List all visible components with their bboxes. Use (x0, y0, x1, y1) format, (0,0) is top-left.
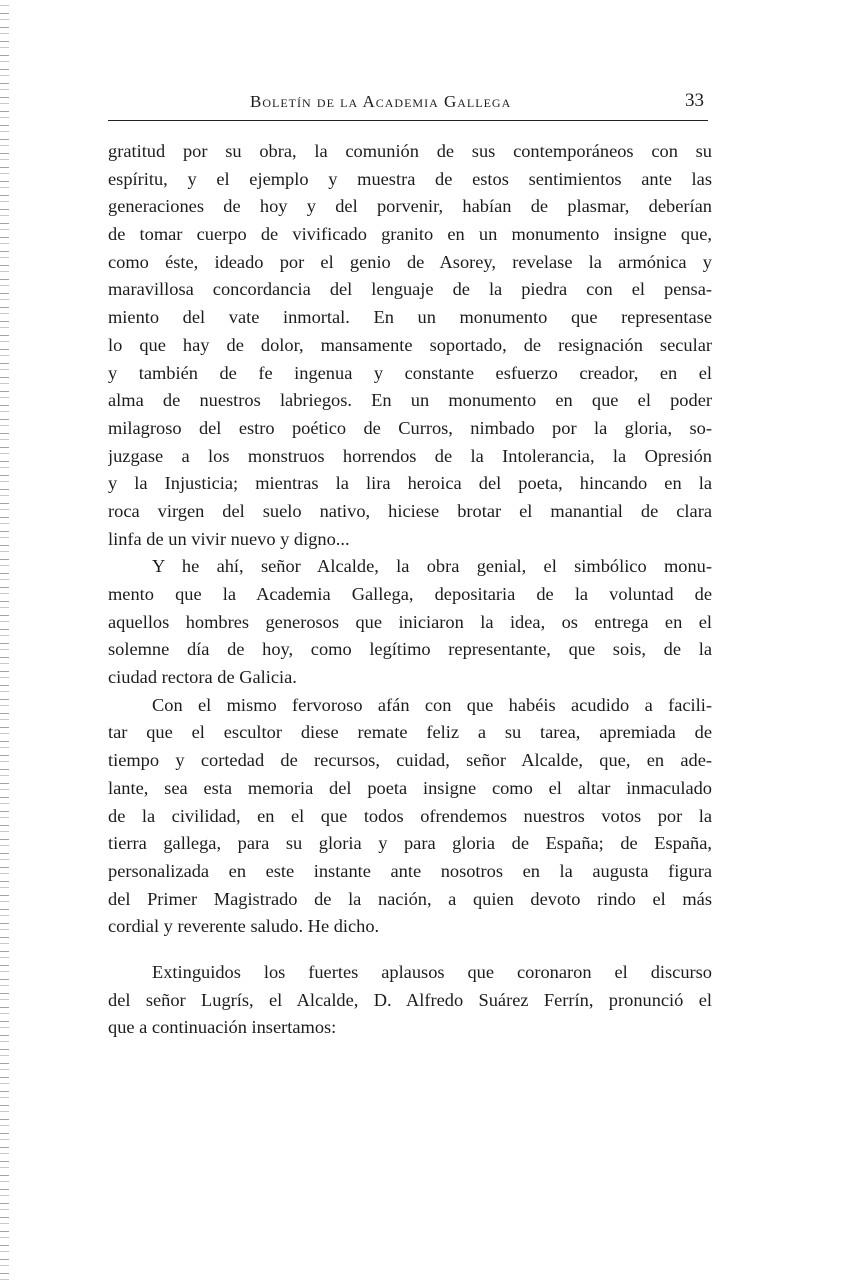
text-line: milagroso del estro poético de Curros, nimbado por la gloria, so- (108, 417, 712, 438)
text-line: como éste, ideado por el genio de Asorey, revelase la armónica y (108, 251, 712, 272)
text-line: maravillosa concordancia del lenguaje de la piedra con el pensa- (108, 279, 712, 300)
text-line: del señor Lugrís, el Alcalde, D. Alfredo Suárez Ferrín, pronunció el (108, 989, 712, 1010)
running-title: Boletín de la Academia Gallega (250, 92, 512, 111)
page-header (108, 86, 708, 121)
text-line: Con el mismo fervoroso afán con que habéis acudido a facili- (152, 694, 712, 715)
text-line: personalizada en este instante ante nosotros en la augusta figura (108, 860, 712, 881)
text-line: del Primer Magistrado de la nación, a quien devoto rindo el más (108, 888, 712, 909)
text-line: linfa de un vivir nuevo y digno... (108, 528, 350, 549)
text-line: tiempo y cortedad de recursos, cuidad, señor Alcalde, que, en ade- (108, 750, 712, 771)
text-line: alma de nuestros labriegos. En un monumento en que el poder (108, 390, 712, 411)
paragraph-spacer (108, 941, 712, 959)
text-line: Extinguidos los fuertes aplausos que coronaron el discurso (152, 961, 712, 982)
text-line: tierra gallega, para su gloria y para gloria de España; de España, (108, 833, 712, 854)
scanned-page-edge (0, 0, 9, 1284)
text-line: lante, sea esta memoria del poeta insigne como el altar inmaculado (108, 777, 712, 798)
text-line: cordial y reverente saludo. He dicho. (108, 916, 380, 937)
paragraph-4 (108, 959, 712, 1042)
page-number: 33 (685, 90, 704, 111)
text-line: lo que hay de dolor, mansamente soportado, de resignación secular (108, 334, 712, 355)
text-line: y la Injusticia; mientras la lira heroica del poeta, hincando en la (108, 473, 712, 494)
text-line: juzgase a los monstruos horrendos de la Intolerancia, la Opresión (108, 445, 712, 466)
paragraph-2 (108, 553, 712, 691)
text-line: y también de fe ingenua y constante esfuerzo creador, en el (108, 362, 712, 383)
text-line: generaciones de hoy y del porvenir, habían de plasmar, deberían (108, 196, 712, 217)
text-line: mento que la Academia Gallega, depositaria de la voluntad de (108, 584, 712, 604)
text-line: espíritu, y el ejemplo y muestra de estos sentimientos ante las (108, 168, 712, 189)
text-line: aquellos hombres generosos que iniciaron la idea, os entrega en el (108, 611, 712, 632)
text-line: gratitud por su obra, la comunión de sus contemporáneos con su (108, 141, 712, 161)
text-line: que a continuación insertamos: (108, 1017, 337, 1038)
paragraph-1 (108, 138, 712, 553)
body-text (108, 138, 712, 1042)
text-line: tar que el escultor diese remate feliz a su tarea, apremiada de (108, 722, 712, 743)
text-line: solemne día de hoy, como legítimo representante, que sois, de la (108, 639, 712, 660)
text-line: roca virgen del suelo nativo, hiciese brotar el manantial de clara (108, 500, 712, 521)
text-line: Y he ahí, señor Alcalde, la obra genial, el simbólico monu- (152, 556, 712, 577)
text-line: de la civilidad, en el que todos ofrendemos nuestros votos por la (108, 805, 712, 826)
text-line: miento del vate inmortal. En un monumento que representase (108, 307, 712, 328)
text-line: ciudad rectora de Galicia. (108, 667, 297, 688)
text-line: de tomar cuerpo de vivificado granito en un monumento insigne que, (108, 224, 712, 245)
paragraph-3 (108, 692, 712, 941)
